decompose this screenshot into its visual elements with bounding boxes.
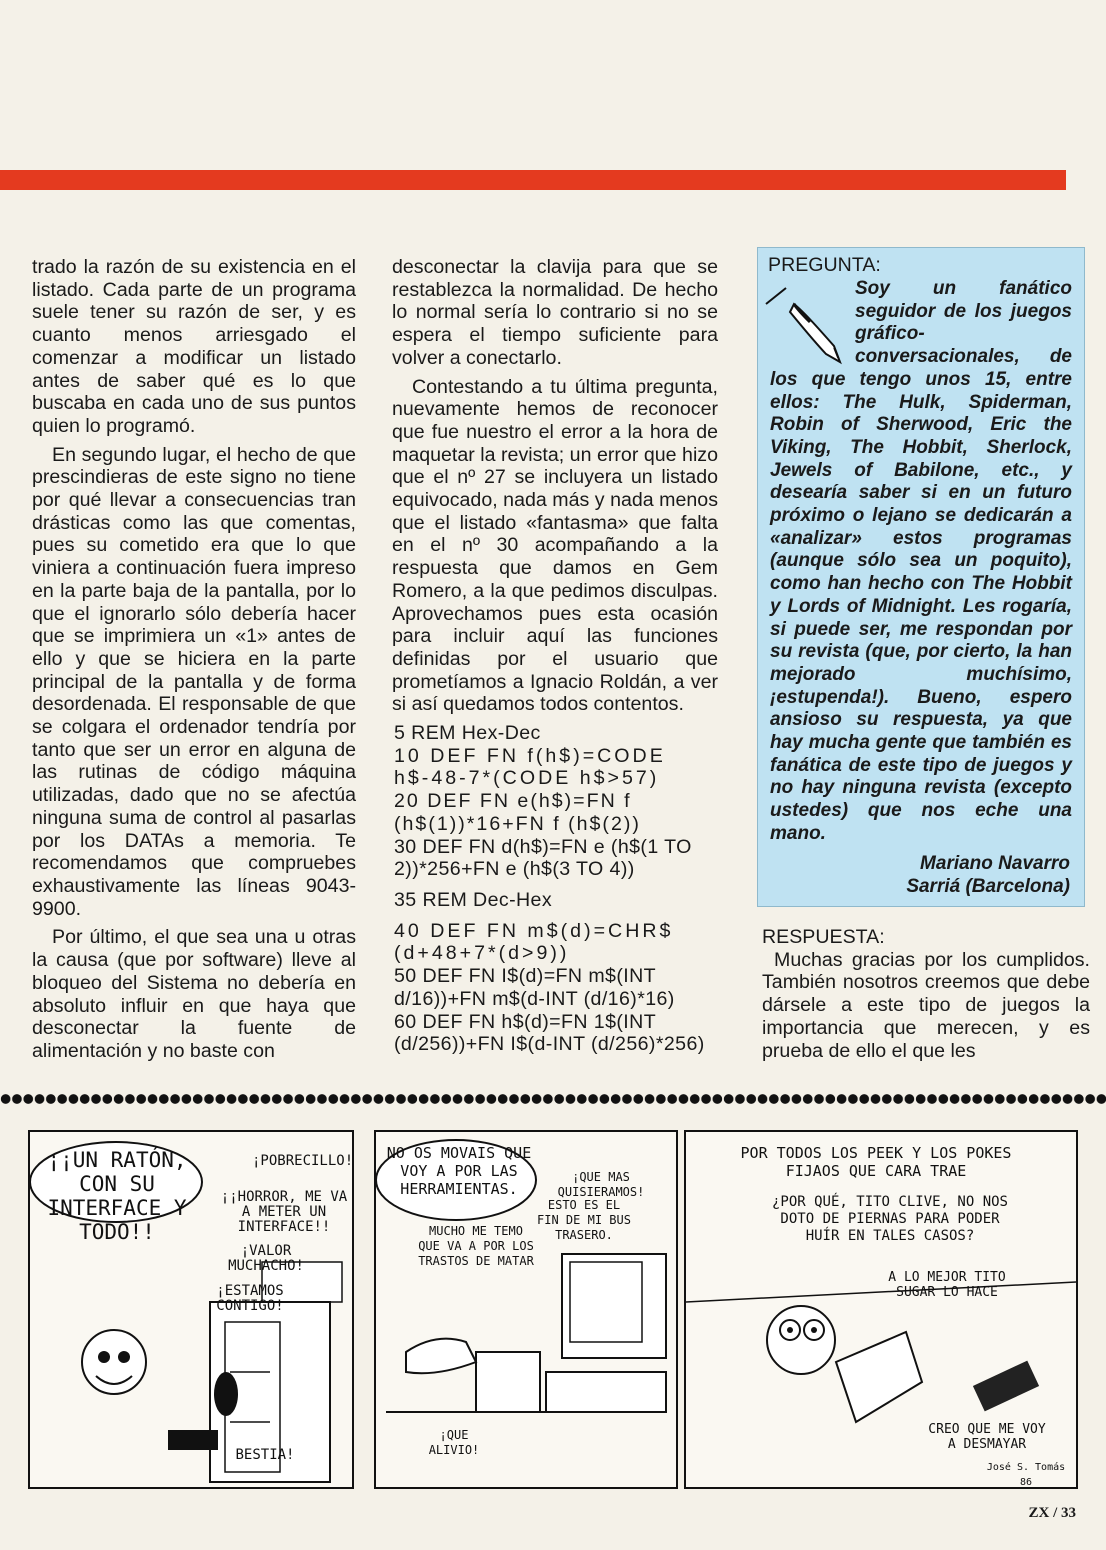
- speech-bubble: MUCHO ME TEMO QUE VA A POR LOS TRASTOS DE MATAR: [418, 1224, 534, 1268]
- speech-bubble: ESTO ES EL FIN DE MI BUS TRASERO.: [537, 1198, 631, 1242]
- comic-panel-2: [374, 1130, 678, 1489]
- question-text-block: [770, 278, 1072, 846]
- page-footer: ZX / 33: [1028, 1505, 1076, 1521]
- speech-bubble: ¡QUE MAS QUISIERAMOS!: [557, 1170, 645, 1199]
- col2-paragraph: desconectar la clavija para que se restablezca la normalidad. De hecho lo normal sería lo contrario si no se espera el tiempo suficiente para volver a conectarlo.: [392, 256, 718, 369]
- speech-bubble: A LO MEJOR TITO SUGAR LO HACE: [888, 1270, 1006, 1300]
- speech-bubble: ¡¡HORROR, ME VA A METER UN INTERFACE!!: [220, 1189, 348, 1235]
- code-line: 10 DEF FN f(h$)=CODE h$-48-7*(CODE h$>57): [394, 744, 675, 790]
- artist-signature: José S. Tomás 86: [986, 1462, 1066, 1488]
- col1-paragraph: trado la razón de su existencia en el listado. Cada parte de un programa suele tener su razón de ser, y es cuanto menos arriesgado el comenzar a modificar un listado antes de saber qué es lo que buscaba en cada uno de sus puntos quien lo programó.: [32, 256, 356, 437]
- col1-paragraph: Por último, el que sea una u otras la causa (que por software) lleve al bloqueo del Sistema no debería en absoluto influir en que haya que desconectar la fuente de alimentación y no baste con: [32, 926, 356, 1062]
- comic-strip: [28, 1130, 1078, 1490]
- col2-paragraph: Contestando a tu última pregunta, nuevamente hemos de reconocer que fue nuestro el error a la hora de maquetar la revista; un error que hizo que el nº 27 se incluyera un listado equivocado, nada más y nada menos que el listado «fantasma» que falta en el nº 30 acompañando a la respuesta que damos en Gem Romero, a la que pedimos disculpas. Aprovechamos pues esta ocasión para incluir aquí las funciones definidas por el usuario que prometíamos a Ignacio Roldán, a ver si así quedamos todos contentos.: [392, 375, 718, 716]
- question-text: Soy un fanático seguidor de los juegos gráfico-conversacionales, de los que tengo unos 15, entre ellos: The Hulk, Spiderman, Robin of Sherwood, Eric the Viking, The Hobbit, Sherlock, Jewels of Babilone, etc., y desearía saber si en un futuro próximo o lejano se dedicarán a «analizar» estos programas (aunque sólo sea un poquito), como han hecho con The Hobbit y Lords of Midnight. Les rogaría, si puede ser, me respondan por su revista (que, por cierto, la han mejorado muchísimo, ¡estupenda!). Bueno, espero ansioso su respuesta, ya que hay mucha gente que también es fanática de este tipo de juegos y no hay ninguna revista (excepto ustedes) que nos eche una mano.: [770, 278, 1072, 844]
- signature-place: Sarriá (Barcelona): [906, 875, 1070, 897]
- column-2: [392, 256, 718, 1056]
- accent-rule: [0, 170, 1066, 190]
- question-signature: [906, 853, 1070, 898]
- question-heading: PREGUNTA:: [768, 254, 881, 276]
- code-line: 20 DEF FN e(h$)=FN f (h$(1))*16+FN f (h$(2)): [394, 790, 641, 835]
- speech-bubble: POR TODOS LOS PEEK Y LOS POKES FIJAOS QUE CARA TRAE: [740, 1144, 1012, 1180]
- speech-bubble: ¡ESTAMOS CONTIGO!: [216, 1283, 284, 1314]
- answer-heading: RESPUESTA:: [762, 926, 885, 948]
- question-box: [757, 247, 1085, 907]
- dotted-divider: [0, 1090, 1106, 1108]
- speech-bubble: ¡POBRECILLO!: [252, 1153, 354, 1169]
- comic-panel-1: [28, 1130, 354, 1489]
- speech-bubble: ¿POR QUÉ, TITO CLIVE, NO NOS DOTO DE PIERNAS PARA PODER HUÍR EN TALES CASOS?: [771, 1194, 1008, 1244]
- column-1: [32, 256, 356, 1069]
- code-line: 40 DEF FN m$(d)=CHR$ (d+48+7*(d>9)): [394, 919, 682, 965]
- speech-bubble: ¡¡UN RATÓN, CON SU INTERFACE Y TODO!!: [47, 1148, 187, 1244]
- col1-paragraph: En segundo lugar, el hecho de que prescindieras de este signo no tiene por qué llevar a consecuencias tran drásticas como las que comentas, pues su cometido era que lo que viniera a continuación fuera impreso en la parte baja de la pantalla, por lo que el ignorarlo sólo debería hacer que se imprimiera un «1» antes de ello y que se hiciera en la parte principal de la pantalla y de forma desordenada. El responsable de que se colgara el ordenador tendría por tanto que ser un error en alguna de las rutinas de código máquina utilizadas, dado que no se afectúa ninguna suma de control al pasarlas por los DATAs a memoria. Te recomendamos que compruebes exhaustivamente las líneas 9043-9900.: [32, 443, 356, 920]
- code-line: 35 REM Dec-Hex: [394, 888, 553, 911]
- answer-text: Muchas gracias por los cumplidos. También nosotros creemos que debe dársele a este tipo de juegos la importancia que merecen, y es prueba de ello el que les: [762, 948, 1090, 1062]
- speech-bubble: ¡QUE ALIVIO!: [428, 1428, 480, 1457]
- code-line: 5 REM Hex-Dec: [394, 722, 541, 745]
- speech-bubble: BESTIA!: [235, 1447, 295, 1463]
- signature-name: Mariano Navarro: [920, 853, 1070, 874]
- code-line: 50 DEF FN I$(d)=FN m$(INT d/16))+FN m$(d-INT (d/16)*16): [394, 965, 675, 1010]
- code-listing-dec-hex: [394, 889, 718, 1056]
- answer-section: [762, 926, 1090, 1062]
- speech-bubble: NO OS MOVAIS QUE VOY A POR LAS HERRAMIENTAS.: [386, 1144, 532, 1198]
- speech-bubble: CREO QUE ME VOY A DESMAYAR: [928, 1422, 1046, 1452]
- speech-bubble: ¡VALOR MUCHACHO!: [228, 1243, 304, 1274]
- code-line: 60 DEF FN h$(d)=FN 1$(INT (d/256))+FN I$(d-INT (d/256)*256): [394, 1010, 705, 1056]
- comic-panel-3: [684, 1130, 1078, 1489]
- code-line: 30 DEF FN d(h$)=FN e (h$(1 TO 2))*256+FN e (h$(3 TO 4)): [394, 835, 698, 881]
- code-listing-hex-dec: [394, 722, 718, 881]
